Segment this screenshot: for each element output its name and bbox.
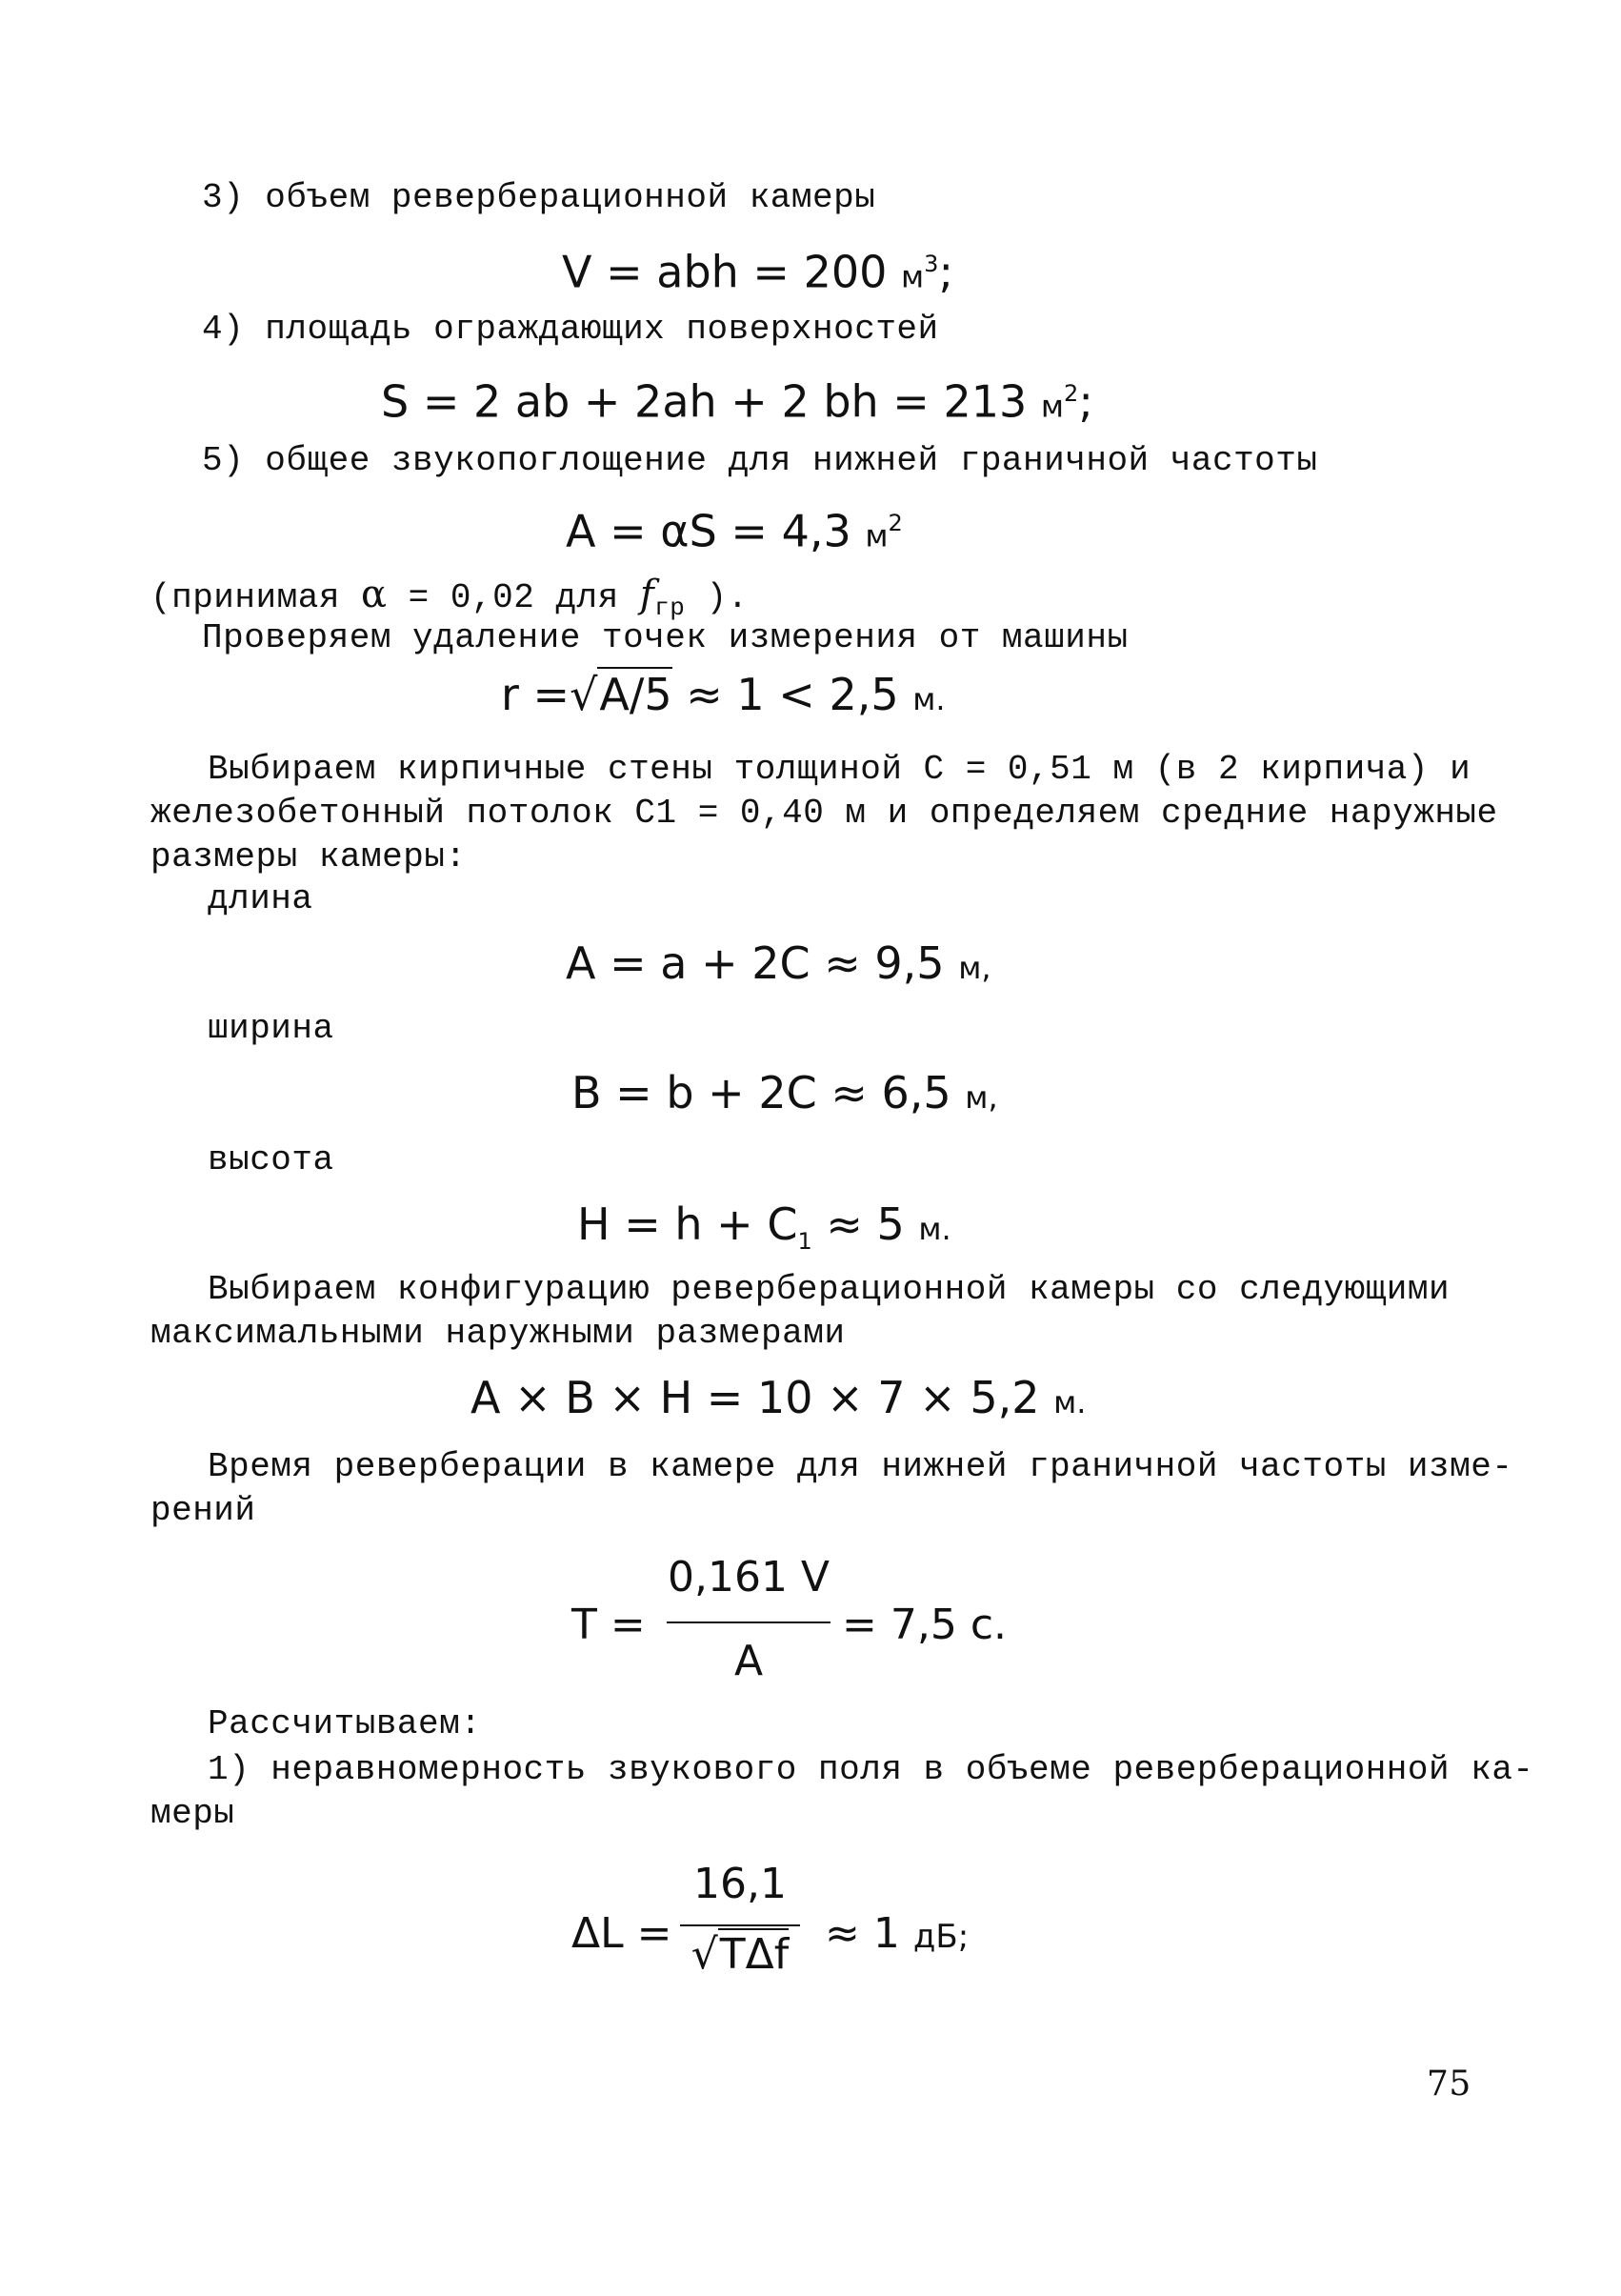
formula-width-lhs: B = b + 2C ≈ 6,5 (571, 1067, 951, 1118)
formula-volume-unit: м (901, 258, 925, 295)
alpha-note-close: ). (706, 578, 749, 617)
formula-volume-lhs: V = abh = 200 (562, 246, 888, 298)
check-distance-text: Проверяем удаление точек измерения от машины (202, 618, 1129, 657)
formula-width-unit: м, (965, 1079, 998, 1116)
formula-delta-numerator: 16,1 (693, 1860, 787, 1908)
f-subscript: гр (654, 594, 686, 623)
formula-distance: r =√A/5 ≈ 1 < 2,5 м. (501, 669, 946, 720)
formula-distance-radicand: A/5 (599, 669, 672, 720)
formula-delta-unit: дБ; (912, 1918, 970, 1956)
formula-area-unit: м (1040, 388, 1065, 425)
formula-delta-radicand: TΔf (719, 1930, 790, 1979)
formula-delta-denominator: √TΔf (690, 1930, 790, 1979)
paragraph-walls-line-2: железобетонный потолок C1 = 0,40 м и определяем средние наружные (150, 794, 1498, 833)
paragraph-config-line-1: Выбираем конфигурацию реверберационной камеры со следующими (208, 1270, 1451, 1309)
formula-absorption-unit: м (865, 517, 889, 554)
formula-area-lhs: S = 2 ab + 2ah + 2 bh = 213 (381, 375, 1028, 428)
formula-dimensions-unit: м. (1053, 1384, 1087, 1420)
formula-absorption-sup: 2 (888, 510, 903, 536)
formula-nonuniformity (571, 1860, 1010, 2003)
formula-reverb-time (571, 1553, 1010, 1696)
formula-reverb-fraction-bar (667, 1621, 831, 1623)
formula-dimensions-lhs: A × B × H = 10 × 7 × 5,2 (470, 1372, 1040, 1423)
formula-distance-unit: м. (912, 681, 946, 717)
formula-delta-approx: ≈ 1 (825, 1909, 900, 1958)
label-height: высота (208, 1140, 334, 1179)
formula-reverb-rhs: = 7,5 c. (842, 1601, 1007, 1649)
formula-absorption (566, 497, 903, 561)
paragraph-time-line-1: Время реверберации в камере для нижней граничной частоты изме- (208, 1447, 1513, 1486)
formula-delta-lhs: ΔL = (571, 1909, 672, 1958)
paragraph-walls-line-1: Выбираем кирпичные стены толщиной C = 0,51 м (в 2 кирпича) и (208, 750, 1471, 789)
label-length: длина (208, 879, 313, 918)
formula-reverb-denominator: A (733, 1637, 764, 1685)
formula-height (577, 1198, 951, 1267)
formula-length-unit: м, (958, 950, 991, 986)
formula-dimensions (470, 1372, 1086, 1428)
formula-height-unit: м. (918, 1211, 951, 1247)
alpha-symbol: α (361, 573, 388, 616)
paragraph-time-line-2: рений (150, 1491, 256, 1530)
formula-length-lhs: A = a + 2C ≈ 9,5 (566, 937, 945, 989)
f-symbol: f (639, 573, 655, 616)
formula-volume-sup: 3 (924, 251, 939, 277)
alpha-note-open: (принимая (150, 578, 340, 617)
formula-volume (562, 238, 953, 302)
formula-absorption-lhs: A = αS = 4,3 (566, 505, 851, 557)
formula-height-lhs: H = h + C (577, 1198, 798, 1250)
formula-height-rest: ≈ 5 (826, 1198, 905, 1250)
formula-volume-end: ; (938, 246, 953, 298)
page-number: 75 (1427, 2064, 1471, 2104)
formula-delta-fraction-bar (680, 1924, 800, 1926)
item-5-text: 5) общее звукопоглощение для нижней граничной частоты (202, 441, 1318, 480)
formula-width (571, 1067, 998, 1123)
calc-label: Рассчитываем: (208, 1704, 482, 1743)
formula-reverb-lhs: T = (571, 1601, 646, 1649)
item-1-line-1: 1) неравномерность звукового поля в объеме реверберационной ка- (208, 1750, 1534, 1789)
formula-area-end: ; (1078, 375, 1093, 428)
formula-delta-rhs (825, 1909, 969, 1958)
formula-area (381, 368, 1093, 432)
item-4-text: 4) площадь ограждающих поверхностей (202, 310, 939, 349)
item-1-line-2: меры (150, 1794, 235, 1833)
alpha-note-mid: = 0,02 для (408, 578, 619, 617)
formula-area-sup: 2 (1064, 380, 1079, 407)
paragraph-config-line-2: максимальными наружными размерами (150, 1314, 846, 1353)
formula-distance-rest: ≈ 1 < 2,5 (686, 669, 899, 720)
item-3-text: 3) объем реверберационной камеры (202, 178, 876, 217)
paragraph-walls-line-3: размеры камеры: (150, 837, 467, 876)
formula-length (566, 937, 991, 994)
formula-reverb-numerator: 0,161 V (667, 1553, 831, 1601)
label-width: ширина (208, 1009, 334, 1048)
formula-distance-r: r = (501, 669, 570, 720)
formula-height-sub: 1 (797, 1228, 812, 1256)
